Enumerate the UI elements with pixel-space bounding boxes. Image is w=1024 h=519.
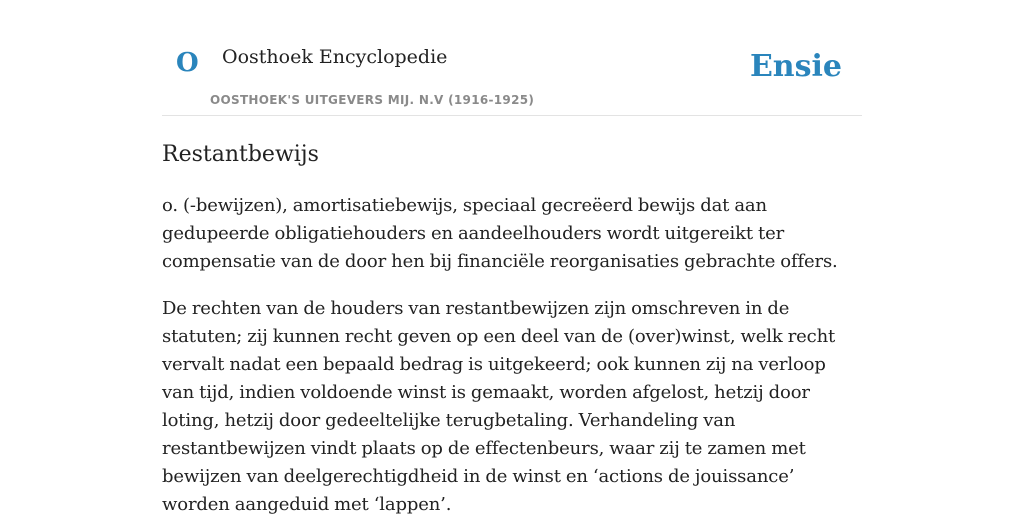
entry-title: Restantbewijs (162, 142, 319, 167)
page (162, 0, 862, 519)
entry-paragraph-1: o. (-bewijzen), amortisatiebewijs, speciaal gecreëerd bewijs dat aan gedupeerde obligatiehouders en aandeelhouders wordt uitgereikt ter compensatie van de door hen bij financiële reorganisaties gebrachte offers. (162, 195, 838, 273)
entry-paragraph-2: De rechten van de houders van restantbewijzen zijn omschreven in de statuten; zij kunnen recht geven op een deel van de (over)winst, welk recht vervalt nadat een bepaald bedrag is uitgekeerd; ook kunnen zij na verloop van tijd, indien voldoende winst is gemaakt, worden afgelost, hetzij door loting, hetzij door gedeeltelijke terugbetaling. Verhandeling van restantbewijzen vindt plaats op de effectenbeurs, waar zij te zamen met bewijzen van deelgerechtigdheid in de winst en ‘actions de jouissance’ worden aangeduid met ‘lappen’. (162, 298, 836, 516)
source-logo[interactable]: O (176, 48, 199, 78)
source-title-link[interactable]: Oosthoek Encyclopedie (222, 46, 448, 68)
source-header (162, 0, 862, 116)
source-publisher: OOSTHOEK'S UITGEVERS MIJ. N.V (1916-1925) (210, 93, 535, 107)
ensie-brand-logo[interactable]: Ensie (749, 49, 842, 84)
